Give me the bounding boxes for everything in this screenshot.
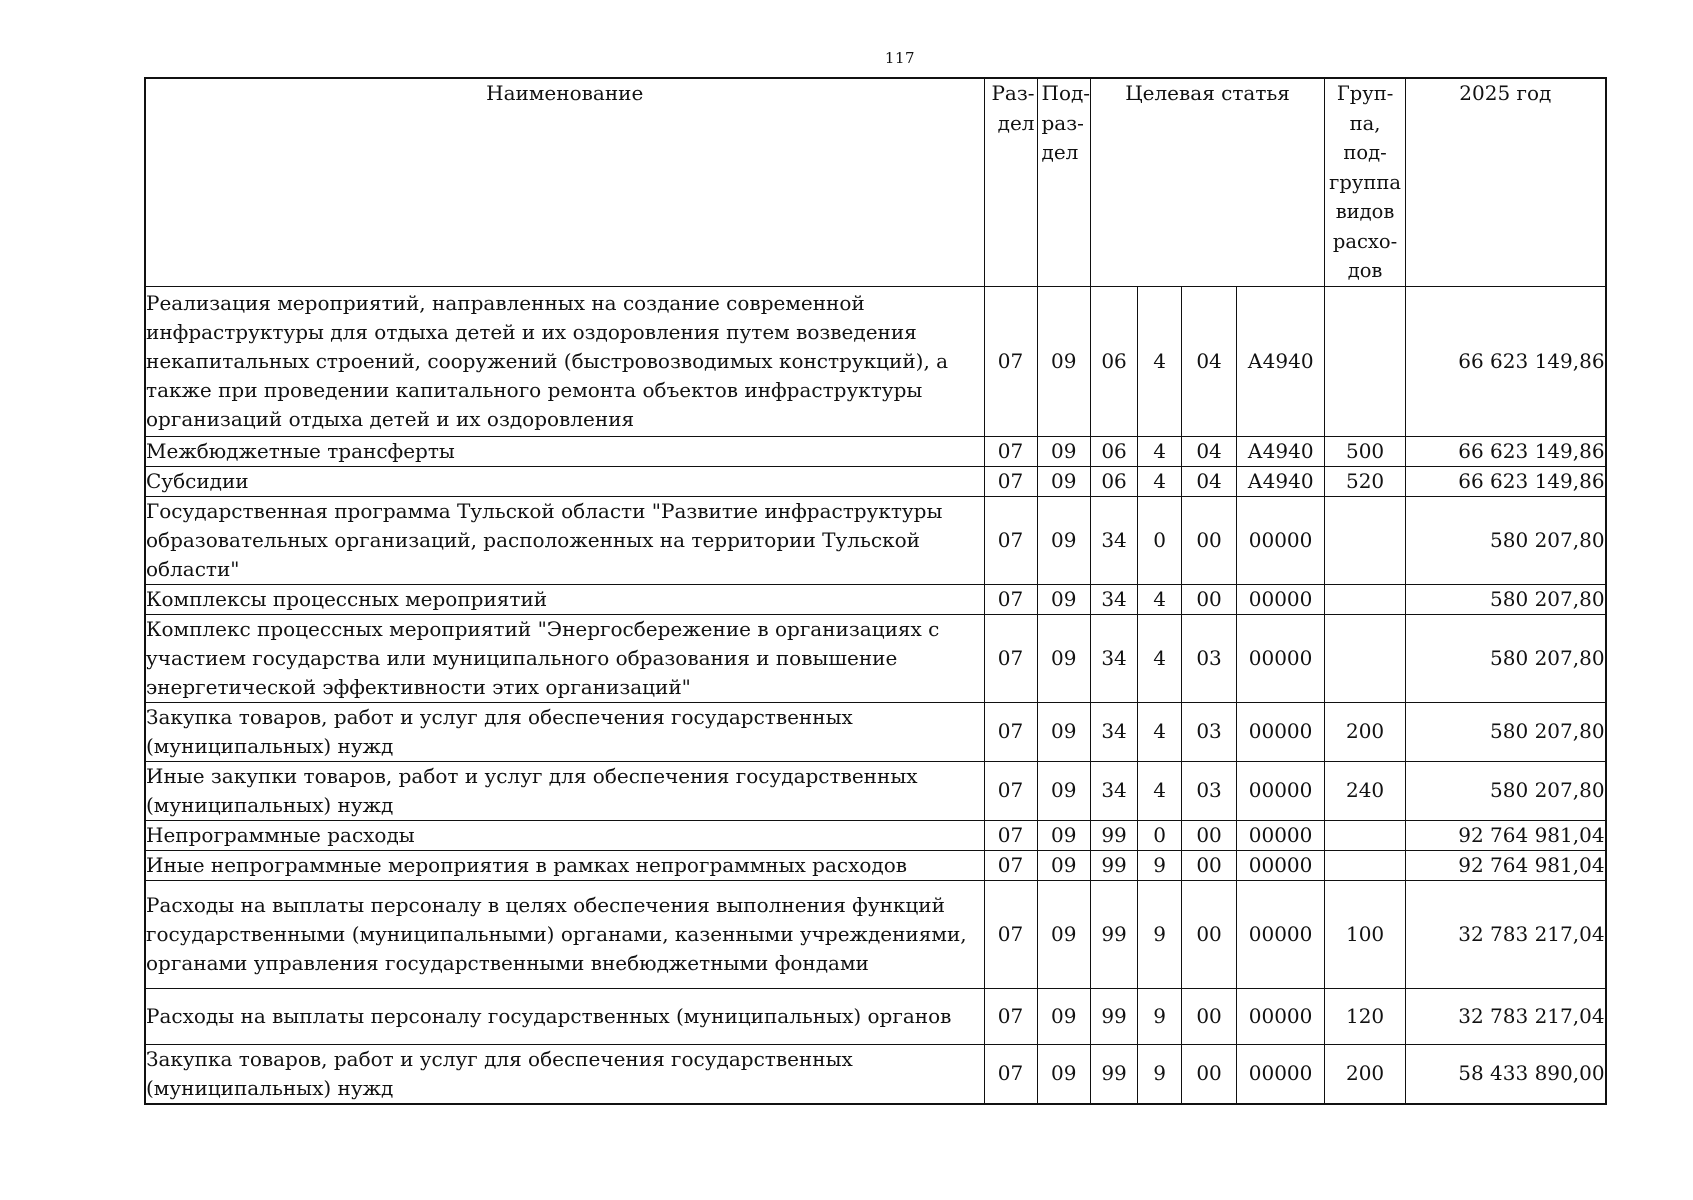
row-target-type: 4 (1138, 614, 1182, 702)
row-target-subprogram: 04 (1182, 466, 1237, 496)
row-name: Закупка товаров, работ и услуг для обеспечения государственных (муниципальных) нужд (145, 1044, 984, 1104)
row-target-program: 06 (1091, 286, 1138, 436)
row-target-direction: 00000 (1237, 584, 1325, 614)
row-podrazdel: 09 (1037, 584, 1091, 614)
row-target-subprogram: 04 (1182, 436, 1237, 466)
row-amount-2025: 580 207,80 (1406, 496, 1606, 584)
row-podrazdel: 09 (1037, 1044, 1091, 1104)
row-expense-group: 500 (1325, 436, 1406, 466)
row-razdel: 07 (984, 614, 1037, 702)
table-row (145, 614, 1606, 702)
row-name: Расходы на выплаты персоналу в целях обеспечения выполнения функций государственными (муниципальными) органами, казенными учреждениями, органами управления государственными внебюджетными фондами (145, 880, 984, 988)
row-target-type: 0 (1138, 496, 1182, 584)
row-expense-group (1325, 286, 1406, 436)
row-podrazdel: 09 (1037, 702, 1091, 761)
row-podrazdel: 09 (1037, 820, 1091, 850)
row-target-subprogram: 00 (1182, 584, 1237, 614)
row-target-direction: 00000 (1237, 820, 1325, 850)
row-podrazdel: 09 (1037, 496, 1091, 584)
table-row (145, 702, 1606, 761)
row-name: Непрограммные расходы (145, 820, 984, 850)
row-target-type: 9 (1138, 988, 1182, 1044)
row-expense-group (1325, 850, 1406, 880)
table-row (145, 436, 1606, 466)
row-name: Иные непрограммные мероприятия в рамках непрограммных расходов (145, 850, 984, 880)
row-target-type: 9 (1138, 1044, 1182, 1104)
row-target-type: 0 (1138, 820, 1182, 850)
row-podrazdel: 09 (1037, 466, 1091, 496)
row-expense-group (1325, 496, 1406, 584)
row-razdel: 07 (984, 850, 1037, 880)
row-target-subprogram: 03 (1182, 614, 1237, 702)
table-row (145, 286, 1606, 436)
row-amount-2025: 92 764 981,04 (1406, 850, 1606, 880)
row-target-program: 06 (1091, 436, 1138, 466)
row-expense-group: 200 (1325, 702, 1406, 761)
row-target-direction: 00000 (1237, 702, 1325, 761)
row-target-direction: 00000 (1237, 761, 1325, 820)
row-name: Комплекс процессных мероприятий "Энергосбережение в организациях с участием государства или муниципального образования и повышение энергетической эффективности этих организаций" (145, 614, 984, 702)
row-name: Иные закупки товаров, работ и услуг для обеспечения государственных (муниципальных) нужд (145, 761, 984, 820)
table-row (145, 880, 1606, 988)
row-amount-2025: 58 433 890,00 (1406, 1044, 1606, 1104)
row-amount-2025: 32 783 217,04 (1406, 988, 1606, 1044)
row-target-program: 99 (1091, 880, 1138, 988)
row-target-subprogram: 00 (1182, 988, 1237, 1044)
row-expense-group (1325, 614, 1406, 702)
row-target-program: 34 (1091, 496, 1138, 584)
row-amount-2025: 66 623 149,86 (1406, 466, 1606, 496)
row-podrazdel: 09 (1037, 880, 1091, 988)
row-target-type: 9 (1138, 850, 1182, 880)
row-target-program: 34 (1091, 584, 1138, 614)
row-target-direction: 00000 (1237, 988, 1325, 1044)
row-target-direction: 00000 (1237, 614, 1325, 702)
row-expense-group: 120 (1325, 988, 1406, 1044)
table-row (145, 466, 1606, 496)
table-row (145, 988, 1606, 1044)
row-target-direction: А4940 (1237, 436, 1325, 466)
row-name: Комплексы процессных мероприятий (145, 584, 984, 614)
row-target-program: 99 (1091, 820, 1138, 850)
row-target-type: 4 (1138, 466, 1182, 496)
row-amount-2025: 66 623 149,86 (1406, 436, 1606, 466)
row-podrazdel: 09 (1037, 286, 1091, 436)
table-row (145, 761, 1606, 820)
table-body (145, 286, 1606, 1104)
row-target-direction: А4940 (1237, 466, 1325, 496)
row-target-direction: 00000 (1237, 496, 1325, 584)
row-target-program: 34 (1091, 614, 1138, 702)
row-target-direction: А4940 (1237, 286, 1325, 436)
row-expense-group (1325, 820, 1406, 850)
row-name: Субсидии (145, 466, 984, 496)
row-target-program: 99 (1091, 850, 1138, 880)
row-target-program: 34 (1091, 702, 1138, 761)
header-group: Груп- па, под- группа видов расхо- дов (1325, 78, 1406, 286)
row-target-subprogram: 00 (1182, 496, 1237, 584)
row-name: Реализация мероприятий, направленных на создание современной инфраструктуры для отдыха детей и их оздоровления путем возведения некапитальных строений, сооружений (быстровозводимых конструкций), а также при проведении капитального ремонта объектов инфраструктуры организаций отдыха детей и их оздоровления (145, 286, 984, 436)
row-razdel: 07 (984, 436, 1037, 466)
row-razdel: 07 (984, 1044, 1037, 1104)
row-amount-2025: 580 207,80 (1406, 614, 1606, 702)
row-target-type: 4 (1138, 761, 1182, 820)
row-razdel: 07 (984, 820, 1037, 850)
row-target-subprogram: 03 (1182, 702, 1237, 761)
row-podrazdel: 09 (1037, 436, 1091, 466)
budget-table (144, 77, 1607, 1105)
row-expense-group: 240 (1325, 761, 1406, 820)
row-amount-2025: 580 207,80 (1406, 584, 1606, 614)
row-amount-2025: 580 207,80 (1406, 761, 1606, 820)
table-row (145, 496, 1606, 584)
row-target-direction: 00000 (1237, 880, 1325, 988)
row-podrazdel: 09 (1037, 988, 1091, 1044)
row-podrazdel: 09 (1037, 614, 1091, 702)
row-amount-2025: 66 623 149,86 (1406, 286, 1606, 436)
row-name: Закупка товаров, работ и услуг для обеспечения государственных (муниципальных) нужд (145, 702, 984, 761)
row-amount-2025: 32 783 217,04 (1406, 880, 1606, 988)
header-year: 2025 год (1406, 78, 1606, 286)
table-row (145, 820, 1606, 850)
row-target-subprogram: 04 (1182, 286, 1237, 436)
row-target-program: 06 (1091, 466, 1138, 496)
header-razdel: Раз- дел (984, 78, 1037, 286)
row-name: Государственная программа Тульской области "Развитие инфраструктуры образовательных организаций, расположенных на территории Тульской области" (145, 496, 984, 584)
row-razdel: 07 (984, 761, 1037, 820)
header-target-article: Целевая статья (1091, 78, 1325, 286)
row-razdel: 07 (984, 880, 1037, 988)
row-target-subprogram: 00 (1182, 880, 1237, 988)
row-name: Расходы на выплаты персоналу государственных (муниципальных) органов (145, 988, 984, 1044)
row-podrazdel: 09 (1037, 761, 1091, 820)
row-target-program: 99 (1091, 1044, 1138, 1104)
row-expense-group: 200 (1325, 1044, 1406, 1104)
row-target-type: 4 (1138, 584, 1182, 614)
row-target-type: 4 (1138, 286, 1182, 436)
row-target-subprogram: 00 (1182, 1044, 1237, 1104)
table-row (145, 850, 1606, 880)
header-podrazdel: Под- раз- дел (1037, 78, 1091, 286)
row-target-subprogram: 03 (1182, 761, 1237, 820)
header-name: Наименование (145, 78, 984, 286)
row-razdel: 07 (984, 702, 1037, 761)
row-razdel: 07 (984, 988, 1037, 1044)
row-target-program: 99 (1091, 988, 1138, 1044)
row-target-subprogram: 00 (1182, 850, 1237, 880)
row-target-type: 9 (1138, 880, 1182, 988)
row-target-program: 34 (1091, 761, 1138, 820)
row-target-type: 4 (1138, 702, 1182, 761)
row-name: Межбюджетные трансферты (145, 436, 984, 466)
row-razdel: 07 (984, 584, 1037, 614)
row-expense-group (1325, 584, 1406, 614)
row-target-direction: 00000 (1237, 850, 1325, 880)
table-header-row (145, 78, 1606, 286)
row-target-type: 4 (1138, 436, 1182, 466)
row-expense-group: 100 (1325, 880, 1406, 988)
table-row (145, 1044, 1606, 1104)
row-amount-2025: 580 207,80 (1406, 702, 1606, 761)
row-amount-2025: 92 764 981,04 (1406, 820, 1606, 850)
row-podrazdel: 09 (1037, 850, 1091, 880)
row-target-subprogram: 00 (1182, 820, 1237, 850)
row-target-direction: 00000 (1237, 1044, 1325, 1104)
page-number: 117 (884, 49, 916, 67)
table-row (145, 584, 1606, 614)
row-razdel: 07 (984, 466, 1037, 496)
row-razdel: 07 (984, 286, 1037, 436)
row-expense-group: 520 (1325, 466, 1406, 496)
row-razdel: 07 (984, 496, 1037, 584)
